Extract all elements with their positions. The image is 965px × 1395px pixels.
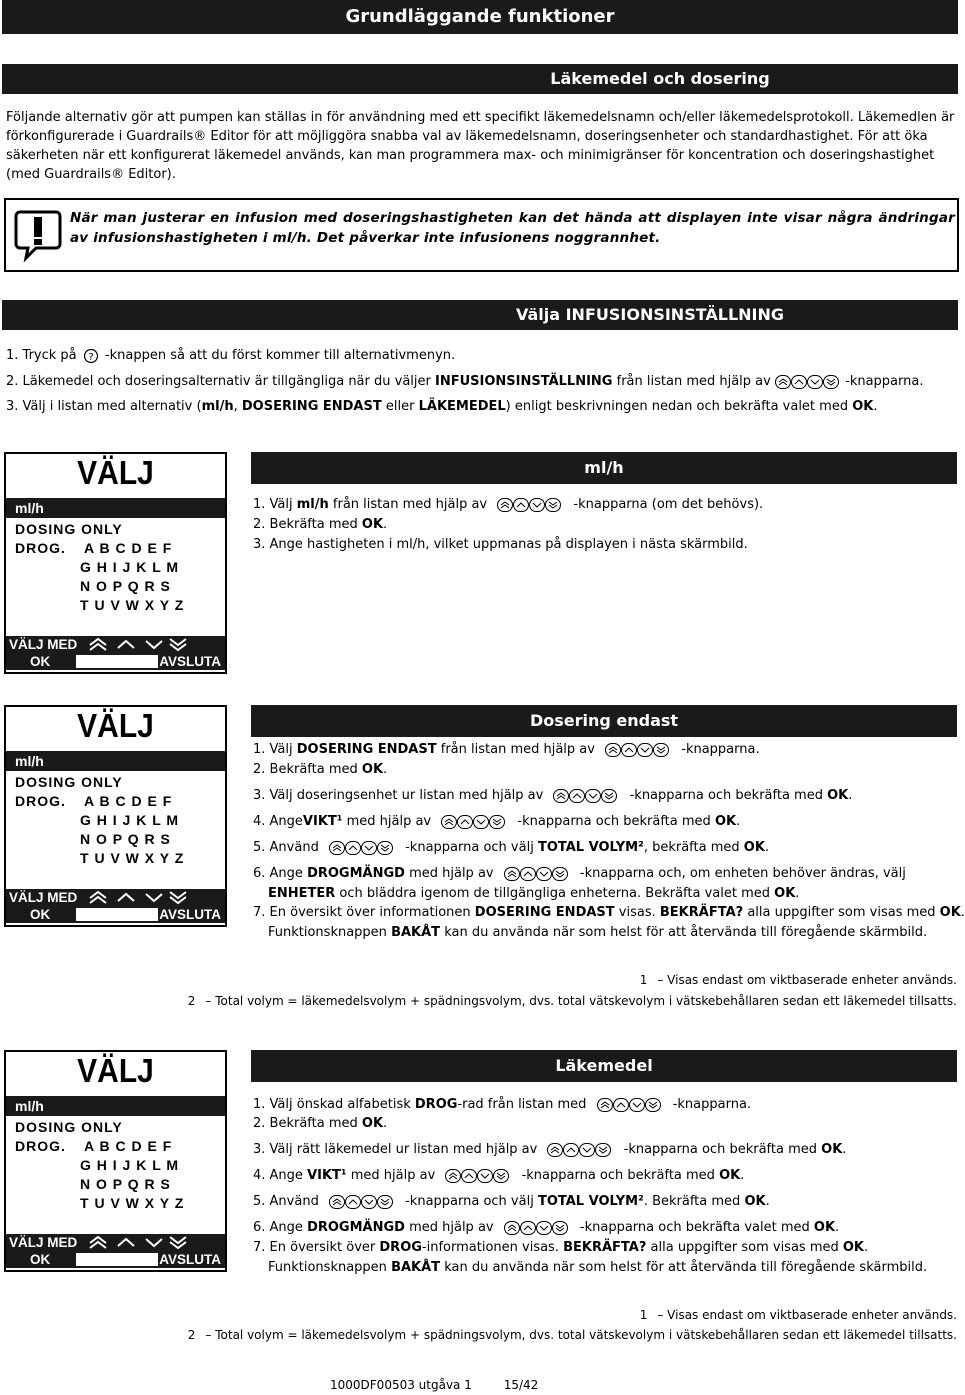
drug-footnote-1: 1 – Visas endast om viktbaserade enheter används. <box>639 1308 957 1322</box>
section-heading-lakemedel-dosering <box>2 64 958 94</box>
mlh-step-1: 1. Välj ml/h från listan med hjälp av -knapparna (om det behövs). <box>253 497 764 512</box>
section-title: Välja INFUSIONSINSTÄLLNING <box>515 305 785 324</box>
warning-text: När man justerar en infusion med doseringshastigheten kan det hända att displayen inte visar några ändringar av infusionshastigheten i ml/h. Det påverkar inte infusionens noggrannhet. <box>70 210 955 246</box>
drug-step-7b: Funktionsknappen BAKÅT kan du använda när som helst för att återvända till föregående skärmbild. <box>268 1260 928 1275</box>
lcd-title: VÄLJ <box>77 1053 154 1090</box>
lcd-arrow-icons <box>86 636 186 653</box>
lcd-softkey-blank <box>76 908 158 921</box>
section-title: Läkemedel och dosering <box>550 69 770 88</box>
lcd-softkey-blank <box>76 1253 158 1266</box>
step-3: 3. Välj i listan med alternativ (ml/h, DOSERING ENDAST eller LÄKEMEDEL) enligt beskrivningen nedan och bekräfta valet med OK. <box>6 399 878 414</box>
arrow-keys-icon <box>599 742 677 758</box>
dosing-footnote-1: 1 – Visas endast om viktbaserade enheter används. <box>639 973 957 987</box>
lcd-selected-item: ml/h <box>6 1096 225 1116</box>
lcd-ok-softkey: OK <box>30 1252 51 1267</box>
lcd-title: VÄLJ <box>77 455 154 492</box>
step-2: 2. Läkemedel och doseringsalternativ är tillgängliga när du väljer INFUSIONSINSTÄLLNING från listan med hjälp av -knapparna. <box>6 374 924 389</box>
lcd-row-letters-3: N O P Q R S <box>80 578 171 594</box>
lcd-row-letters-3: N O P Q R S <box>80 1176 171 1192</box>
drug-step-3: 3. Välj rätt läkemedel ur listan med hjälp av -knapparna och bekräfta med OK. <box>253 1142 847 1157</box>
dosing-step-7b: Funktionsknappen BAKÅT kan du använda när som helst för att återvända till föregående skärmbild. <box>268 925 928 940</box>
arrow-keys-icon <box>435 814 513 830</box>
mlh-step-3: 3. Ange hastigheten i ml/h, vilket uppmanas på displayen i nästa skärmbild. <box>253 537 748 552</box>
section-heading-valja-infusion <box>2 300 958 330</box>
lcd-row-letters-4: T U V W X Y Z <box>80 597 185 613</box>
lcd-row-letters-4: T U V W X Y Z <box>80 1195 185 1211</box>
drug-footnote-2: 2 – Total volym = läkemedelsvolym + spädningsvolym, dvs. total vätskevolym i vätskebehållaren sedan ett läkemedel tillsatts. <box>187 1328 957 1342</box>
page-footer <box>330 1378 538 1392</box>
arrow-keys-icon <box>541 1142 619 1158</box>
drug-step-1: 1. Välj önskad alfabetisk DROG-rad från listan med -knapparna. <box>253 1097 752 1112</box>
lcd-selected-item: ml/h <box>6 751 225 771</box>
drug-step-6: 6. Ange DROGMÄNGD med hjälp av -knapparna och bekräfta valet med OK. <box>253 1220 840 1235</box>
lcd-row-drog-label: DROG. <box>15 1138 66 1154</box>
warning-icon <box>14 208 62 260</box>
lcd-footer-select: VÄLJ MED <box>6 889 225 906</box>
arrow-keys-icon <box>547 788 625 804</box>
dosing-footnote-2: 2 – Total volym = läkemedelsvolym + spädningsvolym, dvs. total vätskevolym i vätskebehållaren sedan ett läkemedel tillsatts. <box>187 994 957 1008</box>
lcd-ok-softkey: OK <box>30 907 51 922</box>
lcd-exit-softkey: AVSLUTA <box>159 654 221 669</box>
arrow-keys-icon <box>323 840 401 856</box>
dosing-step-2: 2. Bekräfta med OK. <box>253 762 388 777</box>
lcd-row-drog-label: DROG. <box>15 540 66 556</box>
document-number: 1000DF00503 utgåva 1 <box>330 1378 472 1392</box>
drug-heading: Läkemedel <box>251 1050 957 1082</box>
lcd-row-letters-1: A B C D E F <box>84 793 173 809</box>
lcd-screen-drug <box>4 1050 227 1272</box>
lcd-row-letters-2: G H I J K L M <box>80 1157 180 1173</box>
lcd-exit-softkey: AVSLUTA <box>159 1252 221 1267</box>
lcd-ok-softkey: OK <box>30 654 51 669</box>
page-number: 15/42 <box>503 1378 539 1392</box>
help-key-icon <box>81 348 101 364</box>
arrow-keys-icon <box>491 497 569 513</box>
lcd-screen-dosing <box>4 705 227 927</box>
lcd-row-letters-2: G H I J K L M <box>80 812 180 828</box>
lcd-row-dosing-only: DOSING ONLY <box>15 774 123 790</box>
drug-step-7: 7. En översikt över DROG-informationen visas. BEKRÄFTA? alla uppgifter som visas med OK. <box>253 1240 869 1255</box>
dosing-step-4: 4. AngeVIKT¹ med hjälp av -knapparna och bekräfta med OK. <box>253 814 741 829</box>
dosing-step-3: 3. Välj doseringsenhet ur listan med hjälp av -knapparna och bekräfta med OK. <box>253 788 853 803</box>
arrow-keys-icon <box>439 1168 517 1184</box>
lcd-footer-select: VÄLJ MED <box>6 1234 225 1251</box>
warning-box <box>4 198 959 272</box>
mlh-heading: ml/h <box>251 452 957 484</box>
dosing-step-5: 5. Använd -knapparna och välj TOTAL VOLYM², bekräfta med OK. <box>253 840 770 855</box>
lcd-arrow-icons <box>86 889 186 906</box>
lcd-footer-softkeys <box>6 906 225 923</box>
lcd-softkey-blank <box>76 655 158 668</box>
intro-paragraph: Följande alternativ gör att pumpen kan ställas in för användning med ett specifikt läkemedelsnamn och/eller läkemedelsprotokoll. Läkemedlen är förkonfigurerade i Guardrails® Editor för att möjliggöra snabba val av läkemedelsnamn, doseringsenheter och standardhastighet. För att öka säkerheten när ett konfigurerat läkemedel används, kan man programmera max- och minimigränser för koncentration och doseringshastighet (med Guardrails® Editor). <box>6 110 955 182</box>
page-title: Grundläggande funktioner <box>345 6 615 27</box>
lcd-arrow-icons <box>86 1234 186 1251</box>
lcd-screen-mlh <box>4 452 227 674</box>
drug-step-4: 4. Ange VIKT¹ med hjälp av -knapparna och bekräfta med OK. <box>253 1168 745 1183</box>
drug-step-2: 2. Bekräfta med OK. <box>253 1116 388 1131</box>
lcd-footer-softkeys <box>6 653 225 670</box>
dosing-step-7: 7. En översikt över informationen DOSERING ENDAST visas. BEKRÄFTA? alla uppgifter som visas med OK. <box>253 905 965 920</box>
arrow-keys-icon <box>591 1097 669 1113</box>
svg-text:?: ? <box>88 351 94 363</box>
lcd-footer-select: VÄLJ MED <box>6 636 225 653</box>
arrow-keys-icon <box>498 1220 576 1236</box>
lcd-title: VÄLJ <box>77 708 154 745</box>
lcd-row-letters-3: N O P Q R S <box>80 831 171 847</box>
dosing-step-1: 1. Välj DOSERING ENDAST från listan med hjälp av -knapparna. <box>253 742 760 757</box>
lcd-row-dosing-only: DOSING ONLY <box>15 521 123 537</box>
lcd-footer-softkeys <box>6 1251 225 1268</box>
lcd-row-letters-2: G H I J K L M <box>80 559 180 575</box>
lcd-row-letters-4: T U V W X Y Z <box>80 850 185 866</box>
lcd-exit-softkey: AVSLUTA <box>159 907 221 922</box>
lcd-row-drog-label: DROG. <box>15 793 66 809</box>
page-header <box>2 0 958 34</box>
dosing-heading: Dosering endast <box>251 705 957 737</box>
mlh-step-2: 2. Bekräfta med OK. <box>253 517 388 532</box>
arrow-keys-icon <box>498 866 576 882</box>
arrow-keys-icon <box>323 1194 401 1210</box>
dosing-step-6: 6. Ange DROGMÄNGD med hjälp av -knapparna och, om enheten behöver ändras, välj <box>253 866 906 881</box>
arrow-keys-icon <box>775 374 841 390</box>
lcd-selected-item: ml/h <box>6 498 225 518</box>
lcd-row-letters-1: A B C D E F <box>84 540 173 556</box>
lcd-row-letters-1: A B C D E F <box>84 1138 173 1154</box>
step-1: 1. Tryck på ? -knappen så att du först kommer till alternativmenyn. <box>6 348 456 363</box>
lcd-row-dosing-only: DOSING ONLY <box>15 1119 123 1135</box>
dosing-step-6b: ENHETER och bläddra igenom de tillgängliga enheterna. Bekräfta valet med OK. <box>268 886 800 901</box>
drug-step-5: 5. Använd -knapparna och välj TOTAL VOLYM². Bekräfta med OK. <box>253 1194 770 1209</box>
